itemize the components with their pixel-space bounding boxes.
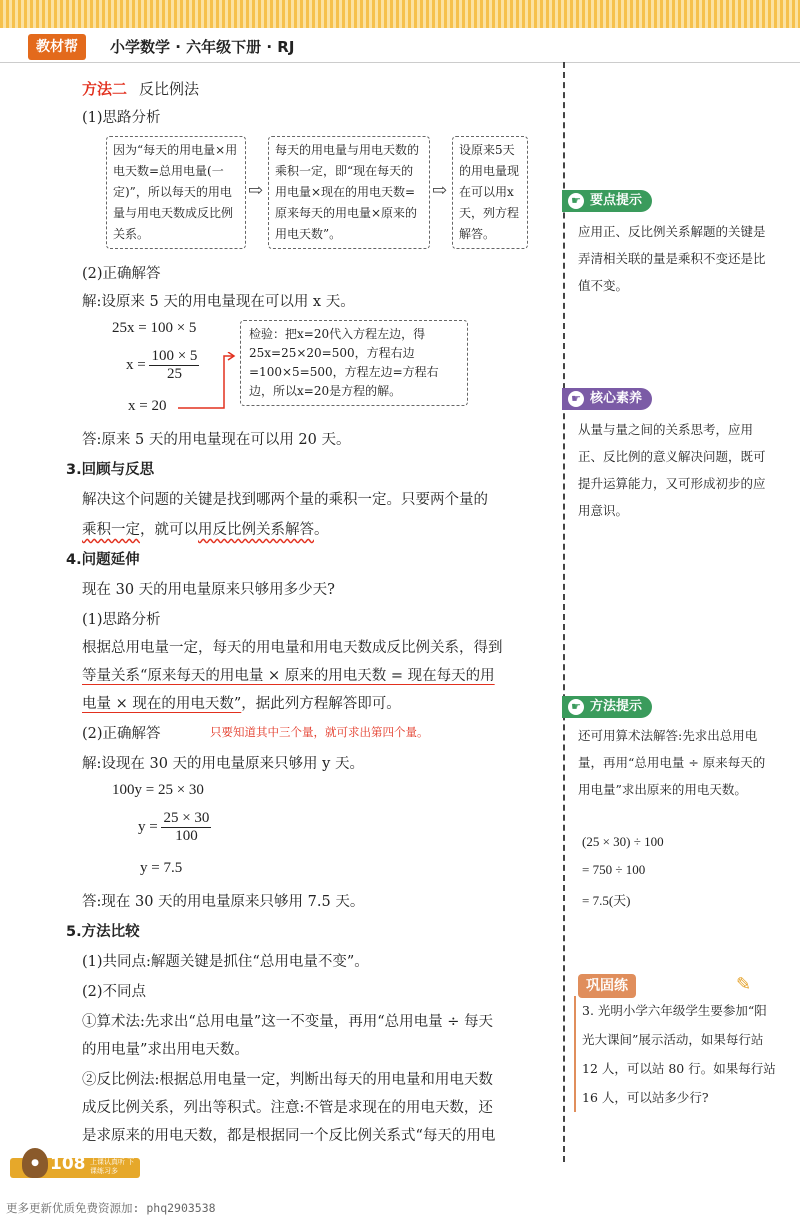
section3-line1-text: 解决这个问题的关键是找到哪两个量的乘积一定。只要两个量的 — [82, 492, 488, 508]
tip2-text: 从量与量之间的关系思考，应用正、反比例的意义解决问题，既可提升运算能力，又可形成初步的应用意识。 — [578, 422, 766, 518]
eq-3: x = 20 — [128, 398, 167, 414]
section3-text-end: 。 — [314, 522, 329, 538]
section5-a1: ①算术法:先求出“总用电量”这一不变量，再用“总用电量 ÷ 每天 — [82, 1014, 493, 1030]
fraction — [161, 810, 211, 845]
reason-box-3: 设原来5天的用电量现在可以用x天，列方程解答。 — [452, 136, 528, 249]
method2-label: 方法二 — [82, 80, 128, 98]
tip3-title: 方法提示 — [590, 699, 643, 714]
section3-line2 — [82, 518, 329, 539]
section4-solve: 解:设现在 30 天的用电量原来只够用 y 天。 — [82, 756, 364, 772]
fraction-denominator: 25 — [166, 366, 182, 382]
reason-box-2: 每天的用电量与用电天数的乘积一定，即“现在每天的用电量×现在的用电天数=原来每天的用电量×原来的用电天数”。 — [268, 136, 430, 249]
pencil-icon: ✎ — [736, 974, 752, 995]
section5-b2: 成反比例关系，列出等积式。注意:不管是求现在的用电天数，还 — [82, 1100, 493, 1116]
eq-1: 25x = 100 × 5 — [112, 320, 197, 336]
section5-b1: ②反比例法:根据总用电量一定，判断出每天的用电量和用电天数 — [82, 1072, 493, 1088]
page-number: 108 — [50, 1154, 86, 1174]
section4-answer: 答:现在 30 天的用电量原来只够用 7.5 天。 — [82, 894, 365, 910]
method2-solve: 解:设原来 5 天的用电量现在可以用 x 天。 — [82, 294, 355, 310]
sidebar-calc-1: (25 × 30) ÷ 100 — [582, 834, 664, 849]
section4-step1: (1)思路分析 — [82, 612, 161, 628]
eq-6: y = 7.5 — [140, 860, 183, 876]
hand-icon: ☛ — [568, 391, 584, 407]
section3-key-text: 乘积一定 — [82, 522, 140, 538]
hand-icon: ☛ — [568, 699, 584, 715]
section3-text: ，就可以 — [140, 522, 198, 538]
header-divider — [0, 62, 800, 63]
section3-key-text-2: 用反比例关系解答 — [198, 522, 314, 538]
method2-heading — [82, 78, 199, 99]
tip3-text: 还可用算术法解答:先求出总用电量，再用“总用电量 ÷ 原来每天的用电量”求出原来的用电天数。 — [578, 728, 766, 797]
core-literacy-tag — [562, 388, 652, 410]
section4-title: 4.问题延伸 — [66, 552, 140, 568]
section4-l1: 根据总用电量一定，每天的用电量和用电天数成反比例关系，得到 — [82, 640, 503, 656]
section5-title: 5.方法比较 — [66, 924, 140, 940]
section4-l3 — [82, 692, 401, 713]
sidebar-calc-3: = 7.5(天) — [582, 893, 631, 908]
section4-question: 现在 30 天的用电量原来只够用多少天? — [82, 582, 335, 598]
annotation-note: 只要知道其中三个量，就可求出第四个量。 — [210, 725, 429, 739]
section5-diff: (2)不同点 — [82, 984, 147, 1000]
fraction-denominator: 100 — [175, 828, 198, 844]
tip1-text: 应用正、反比例关系解题的关键是弄清相关联的量是乘积不变还是比值不变。 — [578, 224, 766, 293]
practice-question: 3. 光明小学六年级学生要参加“阳光大课间”展示活动，如果每行站 12 人，可以站 80 行。如果每行站 16 人，可以站多少行? — [574, 996, 776, 1112]
check-box: 检验：把x=20代入方程左边，得25x=25×20=500，方程右边=100×5=500，方程左边=方程右边，所以x=20是方程的解。 — [240, 320, 468, 406]
section4-l3-rest: ，据此列方程解答即可。 — [241, 696, 401, 712]
section5-same: (1)共同点:解题关键是抓住“总用电量不变”。 — [82, 954, 369, 970]
hand-icon: ☛ — [568, 193, 584, 209]
section5-b3: 是求原来的用电天数，都是根据同一个反比例关系式“每天的用电 — [82, 1128, 496, 1144]
method2-step1: (1)思路分析 — [82, 110, 161, 126]
mascot-icon: ● — [22, 1148, 48, 1178]
fraction-numerator: 100 × 5 — [151, 348, 198, 364]
section5-a2: 的用电量”求出用电天数。 — [82, 1042, 249, 1058]
reason-box-1: 因为“每天的用电量×用电天数=总用电量(一定)”，所以每天的用电量与用电天数成反比例关系。 — [106, 136, 246, 249]
arrow-icon: ⇨ — [248, 180, 264, 201]
check-connector — [176, 352, 236, 412]
method-tip-tag — [562, 696, 652, 718]
column-divider — [563, 62, 565, 1162]
tip1-title: 要点提示 — [590, 193, 643, 208]
eq-4: 100y = 25 × 30 — [112, 782, 204, 798]
header-stripe — [0, 0, 800, 28]
tip2-title: 核心素养 — [590, 391, 643, 406]
brand-badge: 教材帮 — [28, 34, 86, 60]
section4-l2: 等量关系“原来每天的用电量 × 原来的用电天数 = 现在每天的用 — [82, 668, 495, 684]
method2-title: 反比例法 — [139, 80, 200, 98]
section3-title: 3.回顾与反思 — [66, 462, 155, 478]
eq-5-lhs: y = — [138, 818, 158, 835]
method2-step2: (2)正确解答 — [82, 266, 161, 282]
practice-tag: 巩固练 — [578, 974, 636, 998]
eq-2-lhs: x = — [126, 356, 146, 373]
section4-step2: (2)正确解答 — [82, 726, 161, 742]
section4-l3-key: 电量 × 现在的用电天数” — [82, 696, 242, 712]
section3-line1 — [82, 488, 488, 509]
arrow-icon: ⇨ — [432, 180, 448, 201]
fraction-numerator: 25 × 30 — [163, 810, 210, 826]
eq-5 — [138, 810, 211, 845]
page-slogan: 上课认真听 下课练习多 — [90, 1158, 135, 1175]
method2-answer: 答:原来 5 天的用电量现在可以用 20 天。 — [82, 432, 351, 448]
watermark-text: 更多更新优质免费资源加: phq2903538 — [6, 1201, 216, 1215]
tip-key-points-tag — [562, 190, 652, 212]
page-header — [0, 0, 800, 62]
book-title: 小学数学 · 六年级下册 · RJ — [110, 38, 295, 56]
sidebar-calc-2: = 750 ÷ 100 — [582, 862, 646, 877]
